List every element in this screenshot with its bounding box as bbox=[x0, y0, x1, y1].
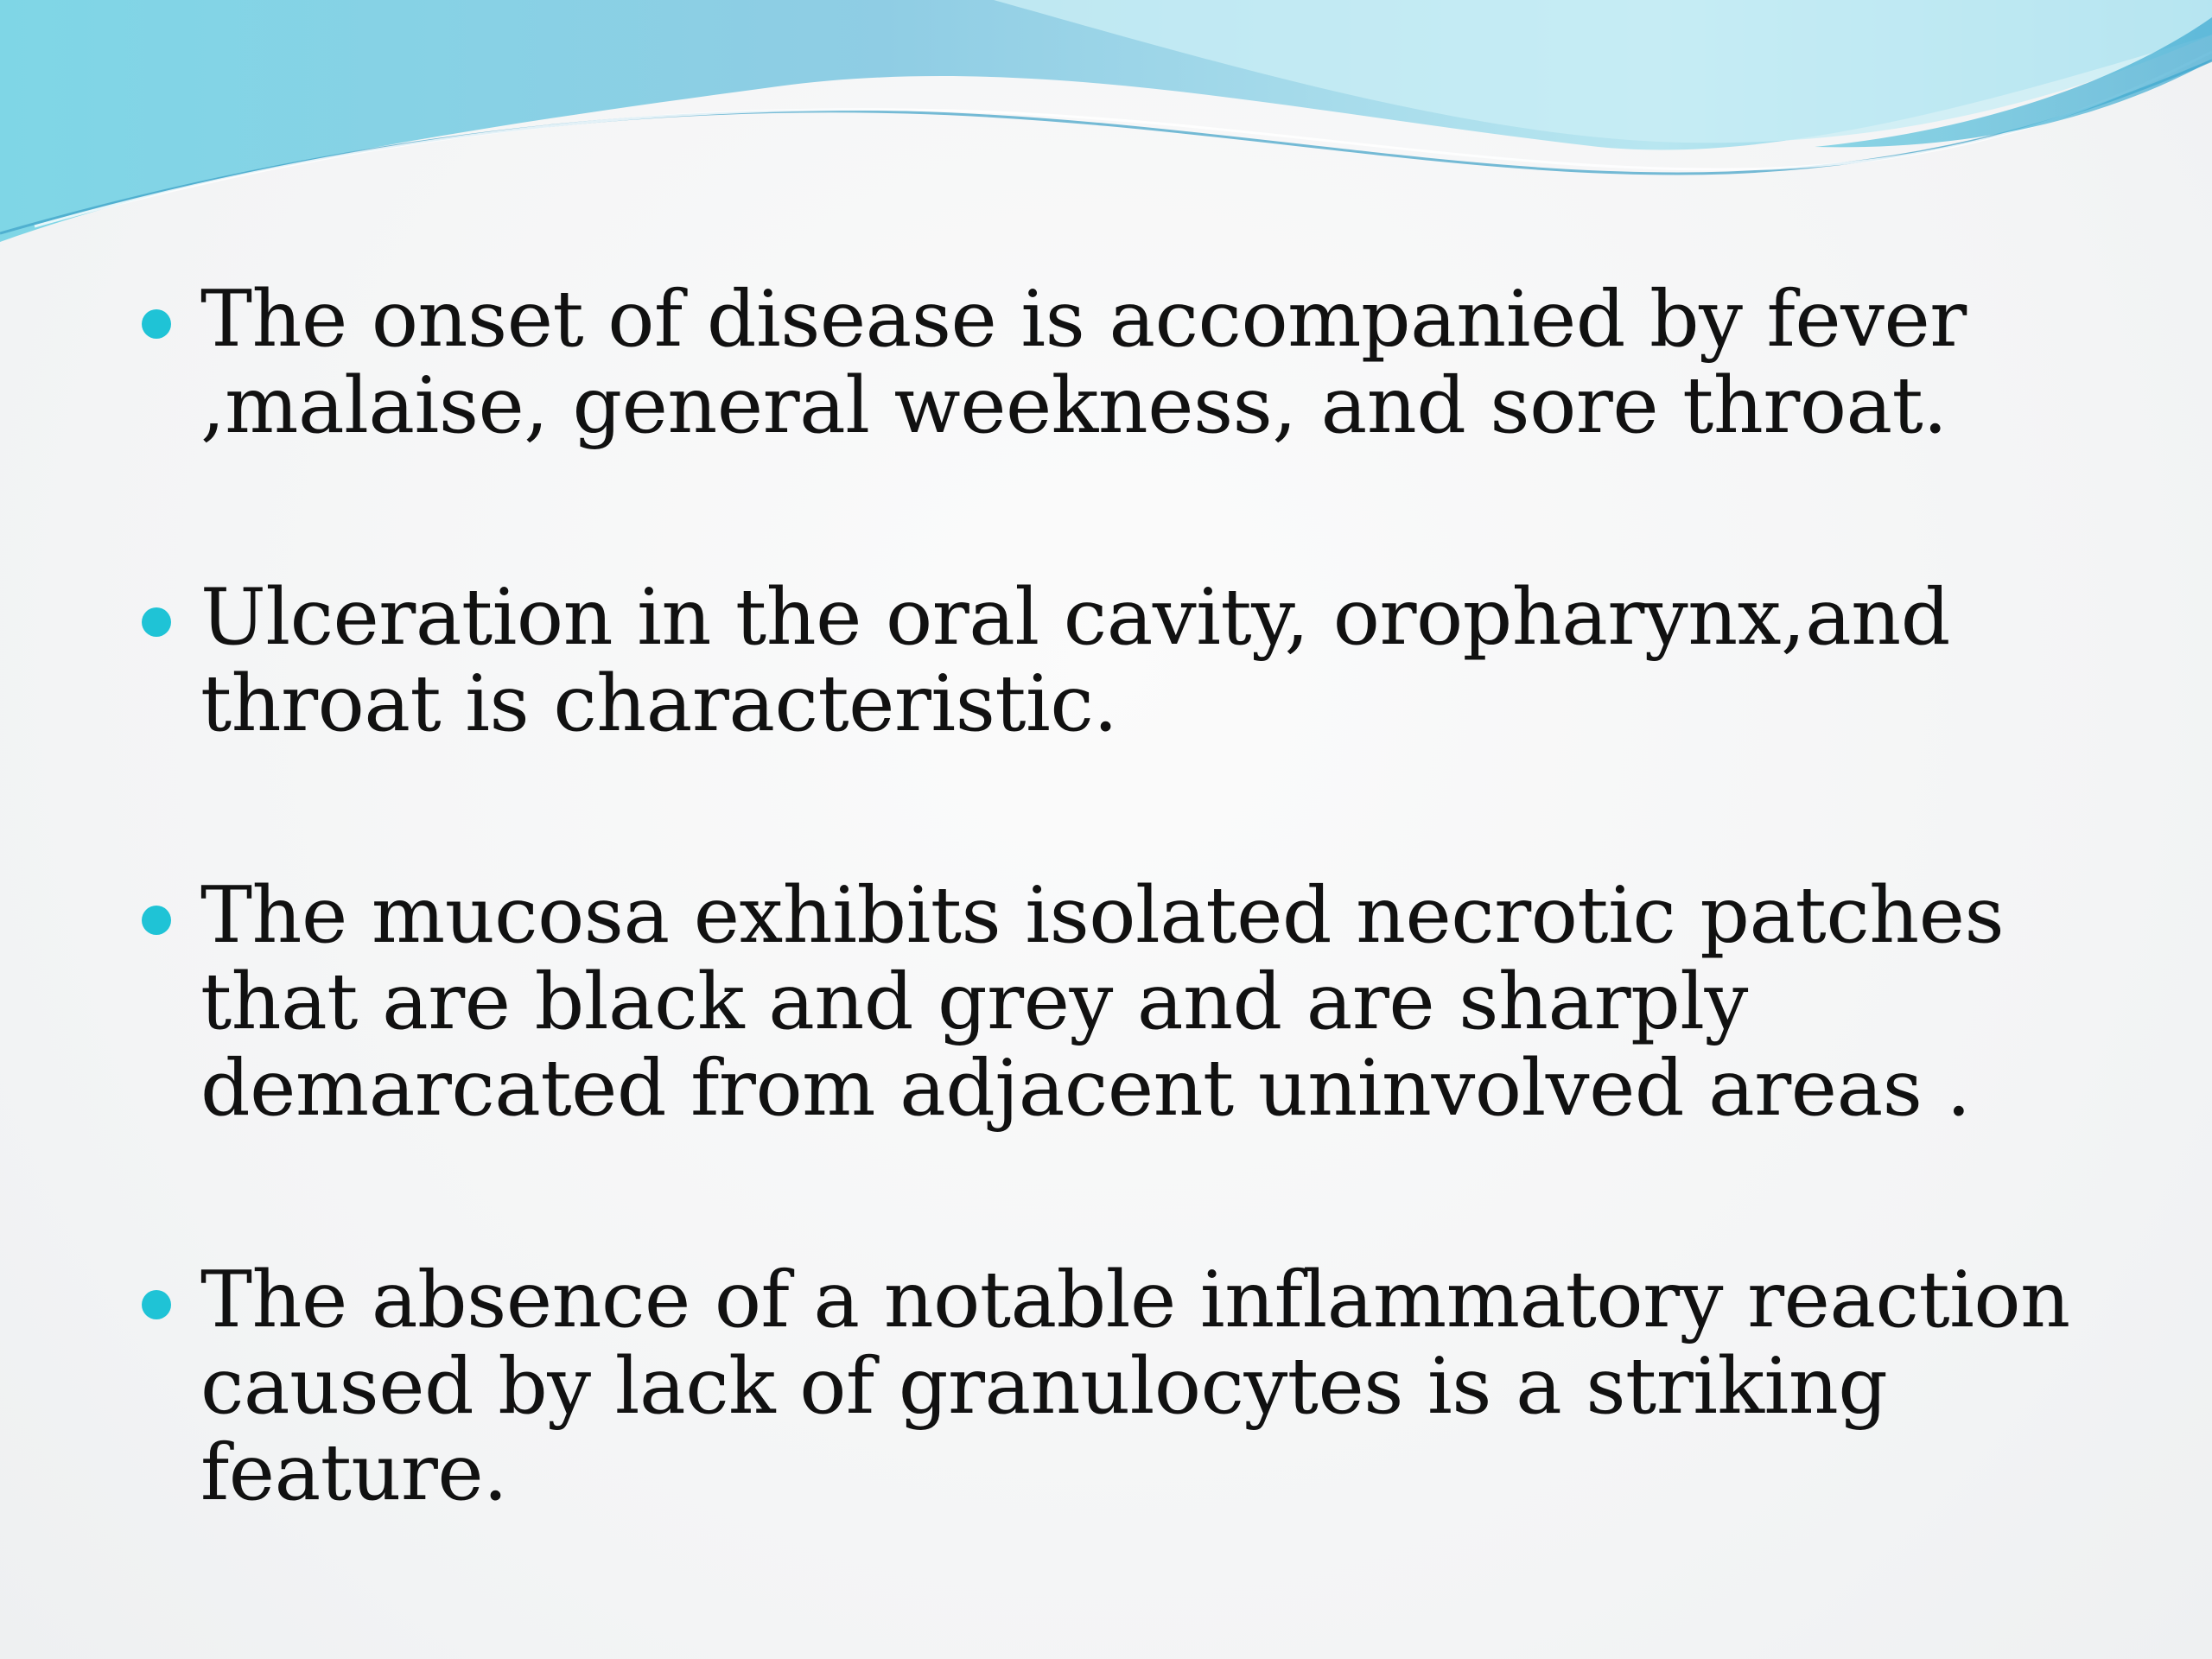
bullet-dot-icon bbox=[142, 607, 171, 637]
bullet-item bbox=[138, 1257, 2091, 1516]
bullet-text: The absence of a notable inflammatory reaction caused by lack of granulocytes is a striking feature. bbox=[200, 1255, 2070, 1518]
bullet-dot-icon bbox=[142, 309, 171, 339]
bullet-item bbox=[138, 572, 2091, 749]
header-wave-decoration bbox=[0, 0, 2212, 276]
bullet-list bbox=[138, 276, 2091, 1642]
bullet-text: The mucosa exhibits isolated necrotic patches that are black and grey and are sharply demarcated from adjacent uninvolved areas . bbox=[200, 870, 2005, 1134]
bullet-item bbox=[138, 276, 2091, 449]
bullet-dot-icon bbox=[142, 906, 171, 935]
bullet-text: The onset of disease is accompanied by fever ,malaise, general weekness, and sore throat. bbox=[200, 274, 1967, 451]
bullet-text: Ulceration in the oral cavity, oropharynx,and throat is characteristic. bbox=[200, 572, 1950, 749]
bullet-item bbox=[138, 870, 2091, 1134]
bullet-dot-icon bbox=[142, 1290, 171, 1319]
